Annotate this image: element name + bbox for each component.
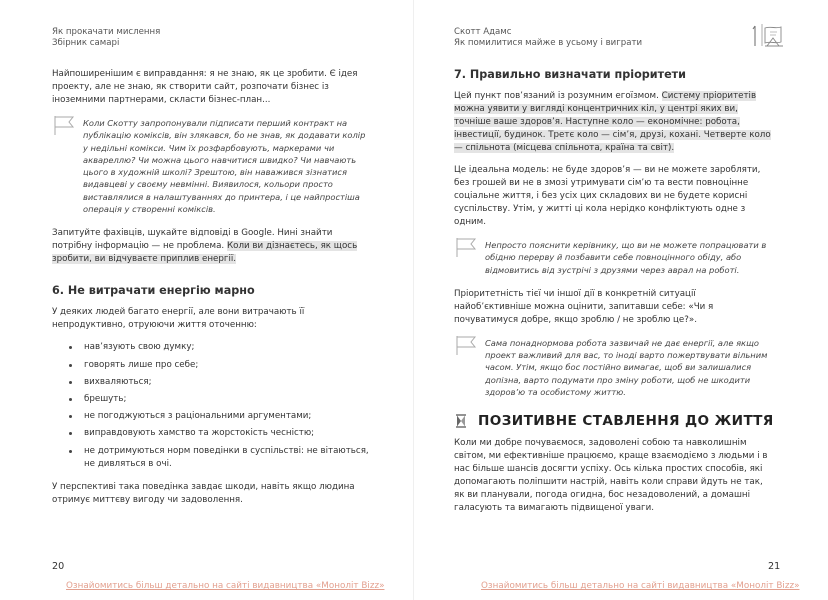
heading-section-6: 6. Не витрачати енергію марно [52,284,255,298]
highlighted-text: Коли ви дізнаєтесь, як щось зробити, ви відчуваєте приплив енергії. [52,241,358,265]
paragraph: Найпоширенішим є виправдання: я не знаю, як це зробити. Є ідея проекту, але не знаю, як створити сайт, розпочати бізнес із іноземними партнерами, скласти бізнес-план... [52,69,358,105]
list-item: нав’язують свою думку; [52,341,372,354]
paragraph: Пріоритетність тієї чи іншої дії в конкретній ситуації найоб’єктивніше можна оцінити, запитавши себе: «Чи я почуватимуся добре, якщо зроблю / не зроблю це?». [454,288,714,325]
book-logo-icon [752,20,786,50]
publisher-link[interactable]: Ознайомитись більш детально на сайті видавництва «Моноліт Bizz» [66,581,385,591]
list-item: не дотримуються норм поведінки в суспільстві: не вітаються, не дивляться в очі. [52,445,372,471]
paragraph: У перспективі така поведінка завдає шкоди, навіть якщо людина отримує миттєву вигоду чи задоволення. [52,481,355,505]
highlighted-text: Систему пріоритетів можна уявити у вигляді концентричних кіл, у центрі яких ви, точніше ваше здоров’я. Наступне коло — економічне: робота, інвестиції, будинок. Третє коло — сім’я, друзі, кохані. Четверте коло — спільнота (місцева спільнота, країна та світ). [454,91,771,153]
heading-section-7: 7. Правильно визначати пріоритети [454,68,686,81]
page-number: 21 [768,561,781,572]
list-item: виправдовують хамство та жорстокість чесністю; [52,427,372,440]
running-header-right [454,27,642,49]
paragraph-text: Запитуйте фахівців, шукайте відповіді в Google. Нині знайти потрібну інформацію — не проблема. [52,228,333,252]
right-text-column [454,68,774,524]
running-subtitle: Як помилитися майже в усьому і виграти [454,38,643,48]
section-title [454,414,774,428]
paragraph: Коли ми добре почуваємося, задоволені собою та навколишнім світом, ми ефективніше працюємо, краще взаємодіємо з людьми і в нас більше шансів досягти успіху. Ось кілька простих способів, які допомагають поліпшити настрій, навіть коли справи йдуть не так, як ви планували, погода огидна, бос незадоволений, а домашні галасують та вимагають підвищеної уваги. [454,438,768,514]
running-title: Скотт Адамс [454,27,512,37]
paragraph: Це ідеальна модель: не буде здоров’я — ви не можете заробляти, без грошей ви не в змозі утримувати сім’ю та вести повноцінне соціальне життя, і без усіх цих складових ви не будете корисні суспільству. Утім, у житті ці кола нерідко конфліктують одне з одним. [454,165,761,227]
flag-icon [454,236,478,258]
quote-text: Коли Скотту запропонували підписати перший контракт на публікацію коміксів, він злякався, бо не знав, як додавати колір у недільні комікси. Чим їх розфарбовують, маркерами чи аквареллю? Чи можна цього навчитися швидко? Чи навчають цього в художній школі? Зрештою, він наважився зізнатися видавцеві у своєму невмінні. Виявилося, кольори просто виставлялися в налаштуваннях до принтера, і це найпростіша операція у створенні коміксів. [83,118,366,215]
paragraph: У деяких людей багато енергії, але вони витрачають її непродуктивно, отруюючи життя оточенню: [52,307,305,331]
flag-icon [454,334,478,356]
hourglass-icon [454,414,468,428]
page-number: 20 [52,561,65,572]
section-title-text: ПОЗИТИВНЕ СТАВЛЕННЯ ДО ЖИТТЯ [478,412,774,429]
list-item: брешуть; [52,393,372,406]
quote-block [454,239,774,276]
publisher-link[interactable]: Ознайомитись більш детально на сайті видавництва «Моноліт Bizz» [481,581,800,591]
list-item: не погоджуються з раціональними аргументами; [52,410,372,423]
paragraph [454,90,774,155]
quote-block [454,337,774,398]
running-subtitle: Збірник самарі [52,38,120,48]
quote-text: Непросто пояснити керівнику, що ви не можете попрацювати в обідню перерву й позбавити себе повноцінного обіду, або відмовитись від зустрічі з друзями через аврал на роботі. [485,240,767,275]
running-title: Як прокачати мислення [52,27,161,37]
quote-text: Сама понаднормова робота зазвичай не дає енергії, але якщо проект важливий для вас, то іноді варто пожертвувати вільним часом. Утім, якщо бос постійно вимагає, щоб ви залишалися допізна, варто подумати про зміну роботи, щоб не шкодити здоров’ю та особистому життю. [485,337,768,398]
list-item: говорять лише про себе; [52,359,372,372]
paragraph-text: Цей пункт пов’язаний із розумним егоїзмом. [454,91,662,101]
list-item: вихваляються; [52,376,372,389]
